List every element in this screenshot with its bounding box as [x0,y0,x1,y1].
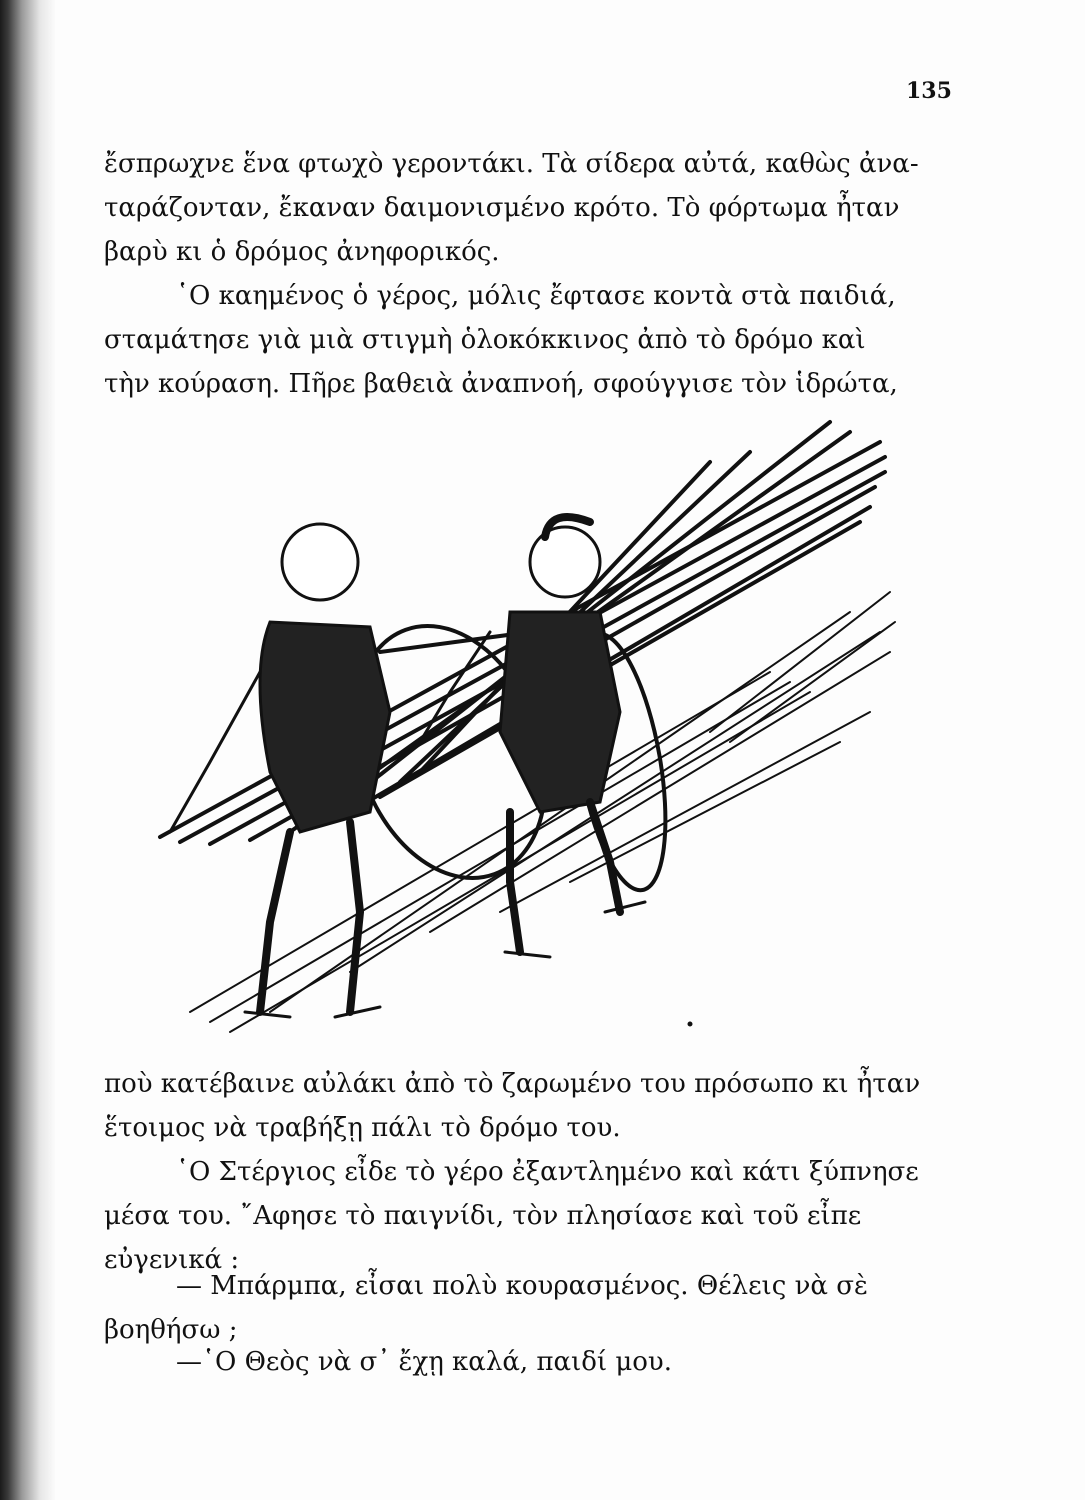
text-line: βαρὺ κι ὁ δρόμος ἀνηφορικός. [104,237,500,267]
text-line: ἔσπρωχνε ἕνα φτωχὸ γεροντάκι. Τὰ σίδερα αὐτά, καθὼς ἀνα- [104,149,919,179]
text-line: σταμάτησε γιὰ μιὰ στιγμὴ ὁλοκόκκινος ἀπὸ τὸ δρόμο καὶ [104,325,866,355]
paragraph-3 [104,1062,962,1150]
text-line: βοηθήσω ; [104,1315,238,1345]
paragraph-5-dialogue [104,1264,962,1352]
text-line: μέσα του. ῎Αφησε τὸ παιγνίδι, τὸν πλησίασε καὶ τοῦ εἶπε [104,1201,862,1231]
illustration-cart-pushers [150,412,900,1062]
text-line: ταράζονταν, ἔκαναν δαιμονισμένο κρότο. Τὸ φόρτωμα ἦταν [104,193,900,223]
text-line: ῾Ο Στέργιος εἶδε τὸ γέρο ἐξαντλημένο καὶ κάτι ξύπνησε [176,1157,919,1187]
text-line: ποὺ κατέβαινε αὐλάκι ἀπὸ τὸ ζαρωμένο του πρόσωπο κι ἦταν [104,1069,921,1099]
text-line: —῾Ο Θεὸς νὰ σ᾽ ἔχῃ καλά, παιδί μου. [176,1347,672,1377]
text-line: ἕτοιμος νὰ τραβήξῃ πάλι τὸ δρόμο του. [104,1113,621,1143]
paragraph-2 [104,274,962,406]
paragraph-4 [104,1150,962,1282]
paragraph-1 [104,142,962,274]
old-man-figure [170,524,390,1017]
paragraph-6-dialogue [104,1340,962,1384]
text-line: ῾Ο καημένος ὁ γέρος, μόλις ἔφτασε κοντὰ στὰ παιδιά, [176,281,896,311]
page-number: 135 [906,78,952,104]
book-binding-shadow [0,0,55,1500]
text-line: — Μπάρμπα, εἶσαι πολὺ κουρασμένος. Θέλεις νὰ σὲ [176,1271,868,1301]
text-line: τὴν κούραση. Πῆρε βαθειὰ ἀναπνοή, σφούγγισε τὸν ἱδρώτα, [104,369,898,399]
text-line: εὐγενικά : [104,1245,240,1275]
